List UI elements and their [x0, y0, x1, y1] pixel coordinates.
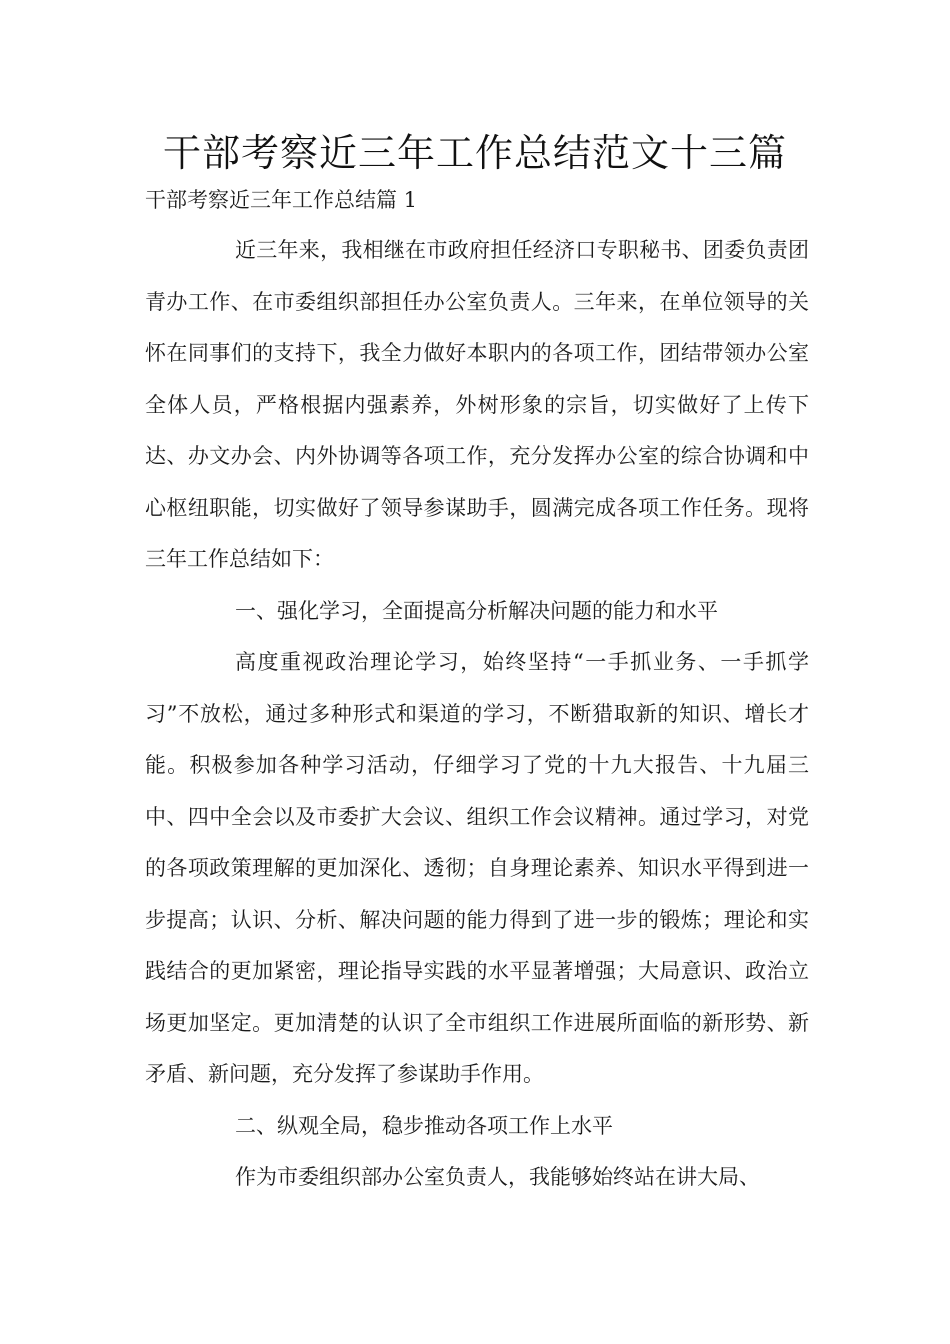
section-title: 干部考察近三年工作总结篇 1: [145, 188, 418, 212]
paragraph-overall: 作为市委组织部办公室负责人，我能够始终站在讲大局、: [235, 1165, 760, 1189]
heading-2: 二、纵观全局，稳步推动各项工作上水平: [235, 1113, 613, 1138]
paragraph-study: 高度重视政治理论学习，始终坚持“一手抓业务、一手抓学习”不放松，通过多种形式和渠道的学习，不断猎取新的知识、增长才能。积极参加各种学习活动，仔细学习了党的十九大报告、十九届三中、四中全会以及市委扩大会议、组织工作会议精神。通过学习，对党的各项政策理解的更加深化、透彻；自身理论素养、知识水平得到进一步提高；认识、分析、解决问题的能力得到了进一步的锻炼；理论和实践结合的更加紧密，理论指导实践的水平显著增强；大局意识、政治立场更加坚定。更加清楚的认识了全市组织工作进展所面临的新形势、新矛盾、新问题，充分发挥了参谋助手作用。: [145, 650, 809, 1086]
document-body: [145, 225, 809, 1204]
document-title: 干部考察近三年工作总结范文十三篇: [162, 131, 787, 175]
heading-1: 一、强化学习，全面提高分析解决问题的能力和水平: [235, 598, 718, 623]
paragraph-intro: 近三年来，我相继在市政府担任经济口专职秘书、团委负责团青办工作、在市委组织部担任办公室负责人。三年来，在单位领导的关怀在同事们的支持下，我全力做好本职内的各项工作，团结带领办公室全体人员，严格根据内强素养，外树形象的宗旨，切实做好了上传下达、办文办会、内外协调等各项工作，充分发挥办公室的综合协调和中心枢纽职能，切实做好了领导参谋助手，圆满完成各项工作任务。现将三年工作总结如下：: [145, 238, 809, 571]
